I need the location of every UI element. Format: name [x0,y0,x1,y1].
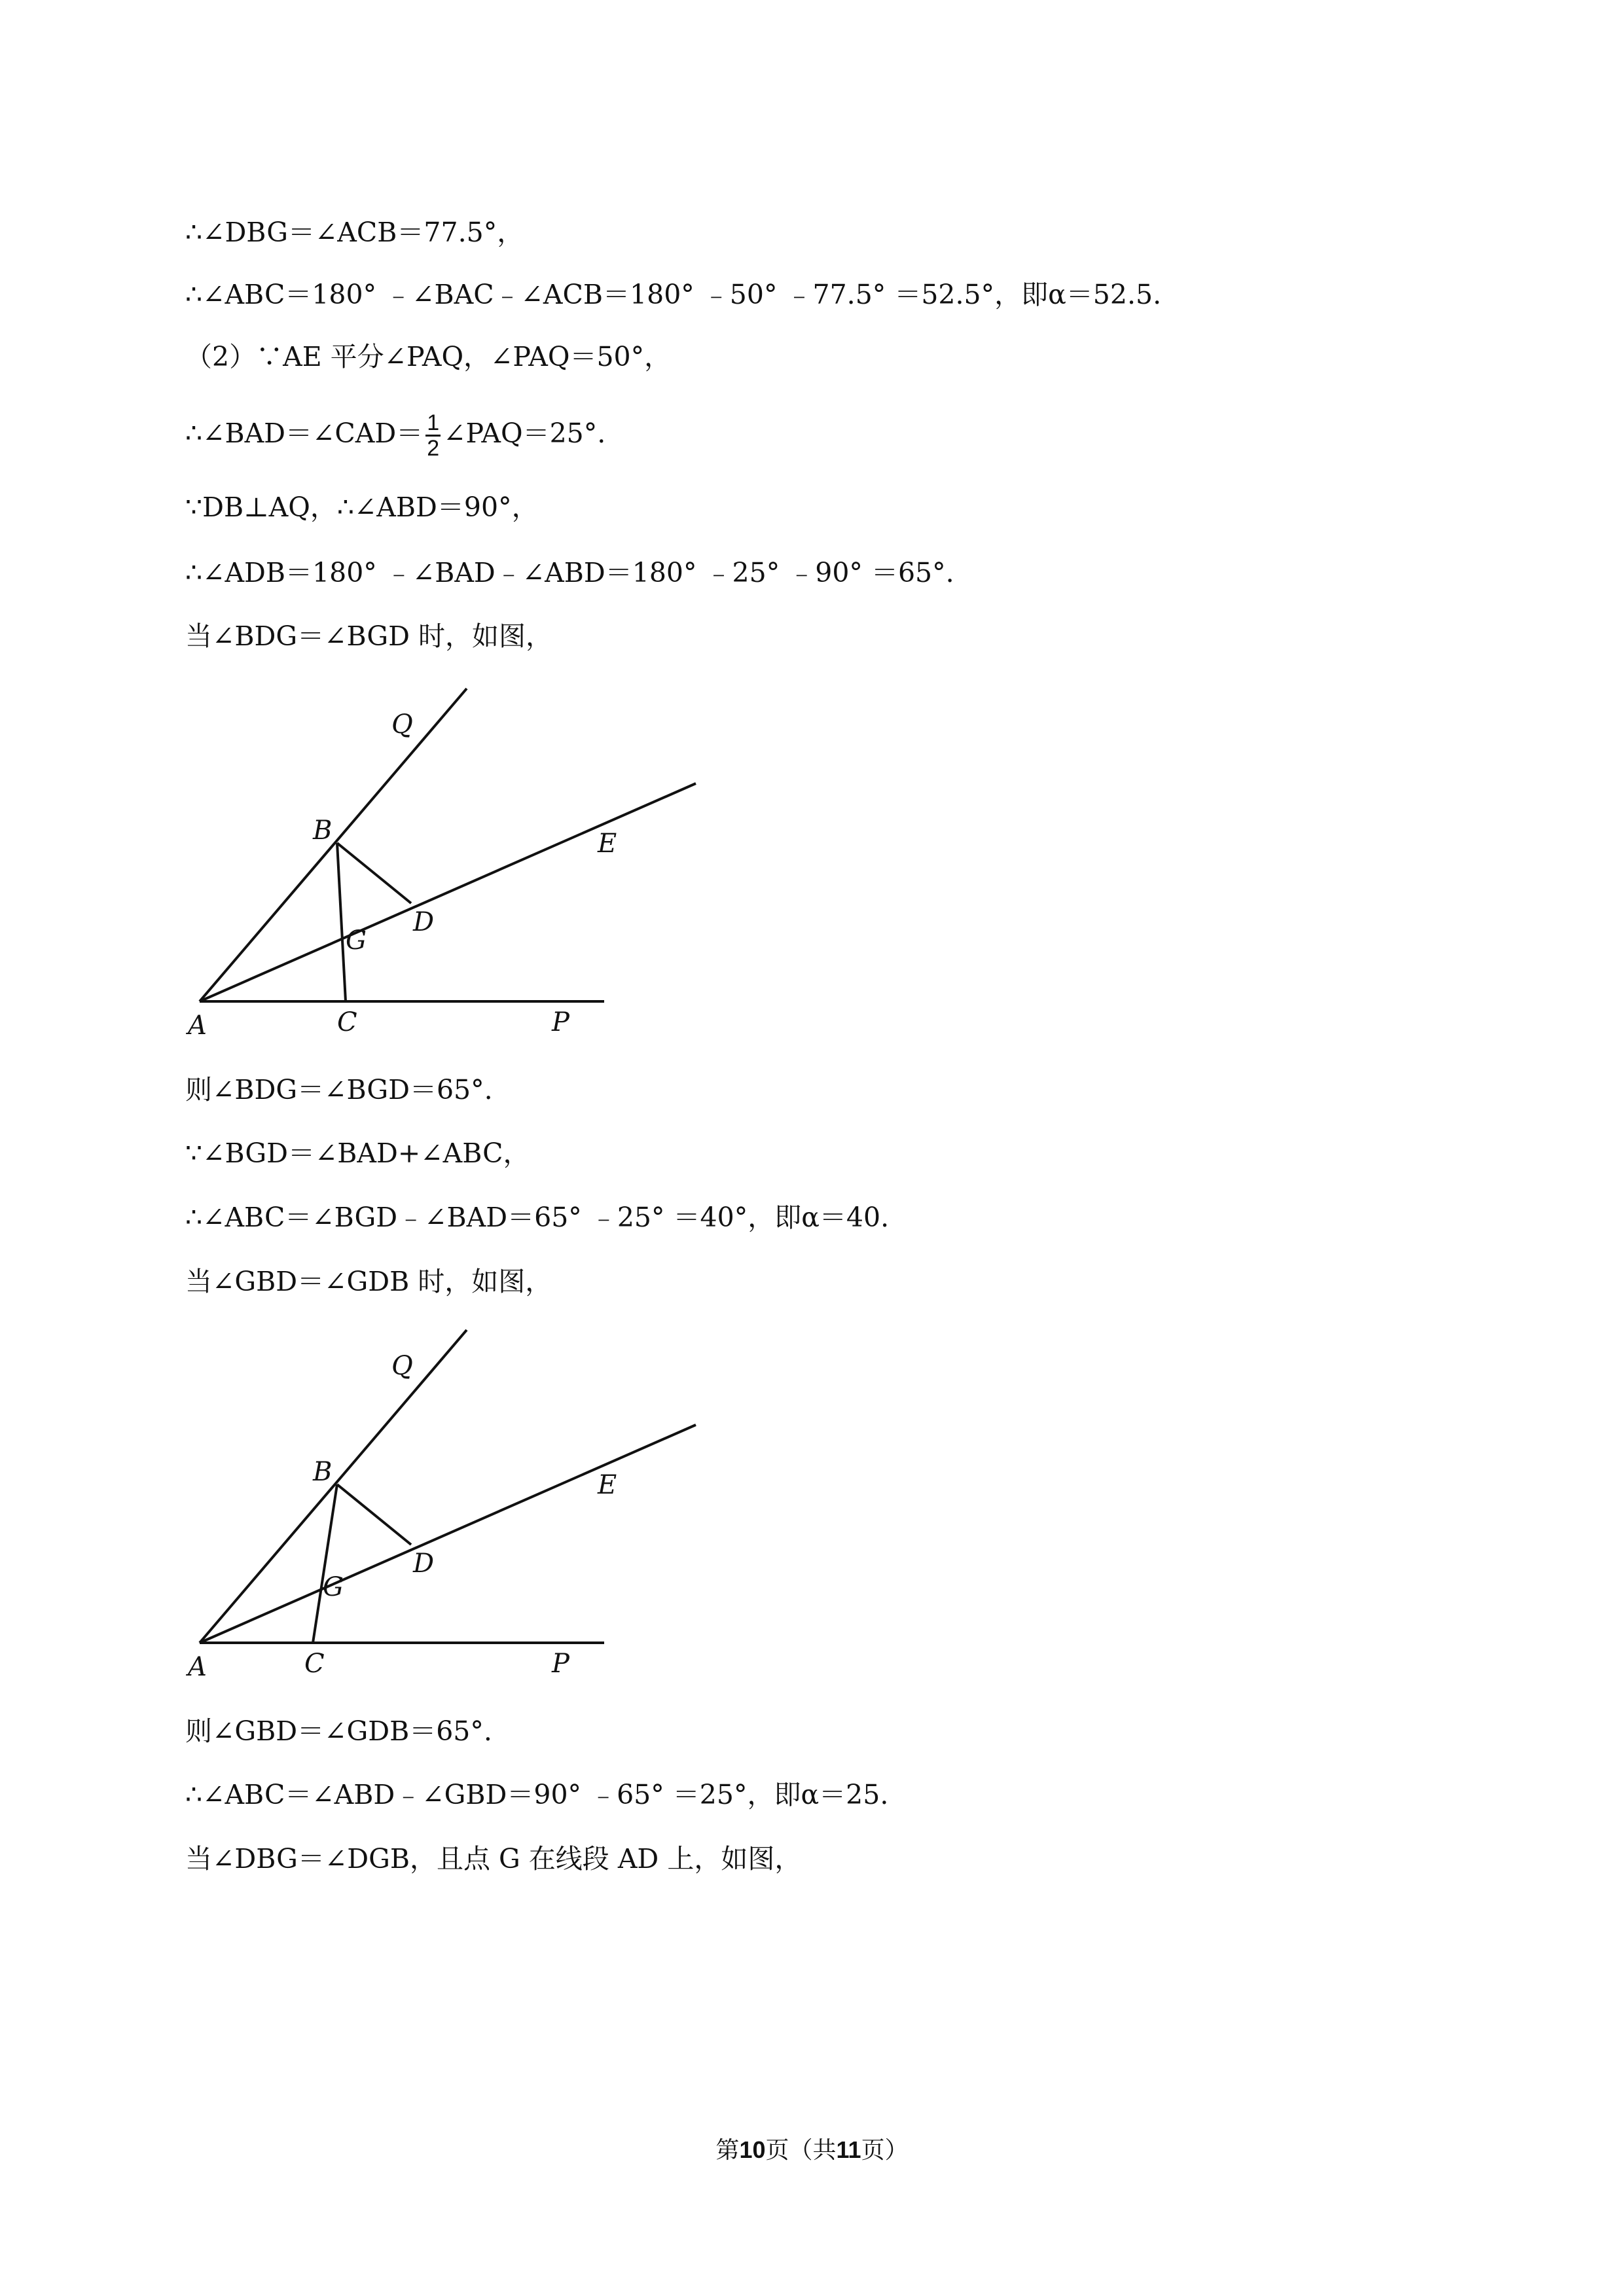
fraction-prefix: ∴∠BAD＝∠CAD＝ [185,418,424,449]
segment-bc [337,843,346,1001]
text-line-12: 则∠GBD＝∠GDB＝65°. [185,1715,492,1747]
footer-total-pages: 11 [836,2136,861,2163]
footer-post: 页） [861,2137,909,2164]
text-line-3: （2）∵AE 平分∠PAQ，∠PAQ＝50°， [185,341,672,372]
label-q: Q [391,1351,413,1381]
fraction-half [425,411,441,460]
footer-pre: 第 [715,2137,740,2164]
label-d: D [413,907,435,937]
text-line-5: ∵DB⊥AQ，∴∠ABD＝90°， [185,492,539,523]
label-g: G [323,1572,344,1602]
ray-ae [200,1425,696,1643]
label-b: B [313,1457,333,1487]
fraction-suffix: ∠PAQ＝25°. [443,418,606,449]
label-p: P [552,1649,569,1679]
label-g: G [346,925,367,956]
text-line-10: ∴∠ABC＝∠BGD﹣∠BAD＝65° ﹣25° ＝40°，即α＝40. [185,1202,890,1233]
label-c: C [304,1649,325,1679]
label-p: P [552,1007,569,1037]
label-e: E [598,829,617,859]
segment-bc [313,1484,337,1643]
label-a: A [188,1011,207,1041]
page-footer [0,2134,1624,2167]
fraction-denominator: 2 [427,436,440,461]
label-a: A [188,1652,207,1682]
text-line-13: ∴∠ABC＝∠ABD﹣∠GBD＝90° ﹣65° ＝25°，即α＝25. [185,1779,889,1810]
figure-1 [185,681,709,1041]
ray-ae [200,783,696,1001]
label-e: E [598,1470,617,1500]
footer-page-number: 10 [739,2136,766,2163]
label-c: C [337,1007,357,1037]
segment-bd [337,1484,411,1545]
text-line-11: 当∠GBD＝∠GDB 时，如图， [185,1266,552,1297]
label-d: D [413,1549,435,1579]
text-line-9: ∵∠BGD＝∠BAD+∠ABC， [185,1138,530,1169]
ray-aq [200,689,467,1001]
figure-2 [185,1322,709,1682]
text-line-2: ∴∠ABC＝180° ﹣∠BAC﹣∠ACB＝180° ﹣50° ﹣77.5° ＝52.5°，即α＝52.5. [185,279,1162,310]
text-line-1: ∴∠DBG＝∠ACB＝77.5°， [185,217,524,248]
text-line-14: 当∠DBG＝∠DGB，且点 G 在线段 AD 上，如图， [185,1843,802,1874]
label-q: Q [391,709,413,740]
text-line-7: 当∠BDG＝∠BGD 时，如图， [185,620,553,652]
text-line-8: 则∠BDG＝∠BGD＝65°. [185,1074,493,1105]
label-b: B [313,816,333,846]
footer-mid: 页（共 [765,2137,837,2164]
fraction-numerator: 1 [427,410,440,435]
text-line-6: ∴∠ADB＝180° ﹣∠BAD﹣∠ABD＝180° ﹣25° ﹣90° ＝65°. [185,557,954,588]
segment-bd [337,843,411,903]
text-line-fraction [185,411,605,460]
